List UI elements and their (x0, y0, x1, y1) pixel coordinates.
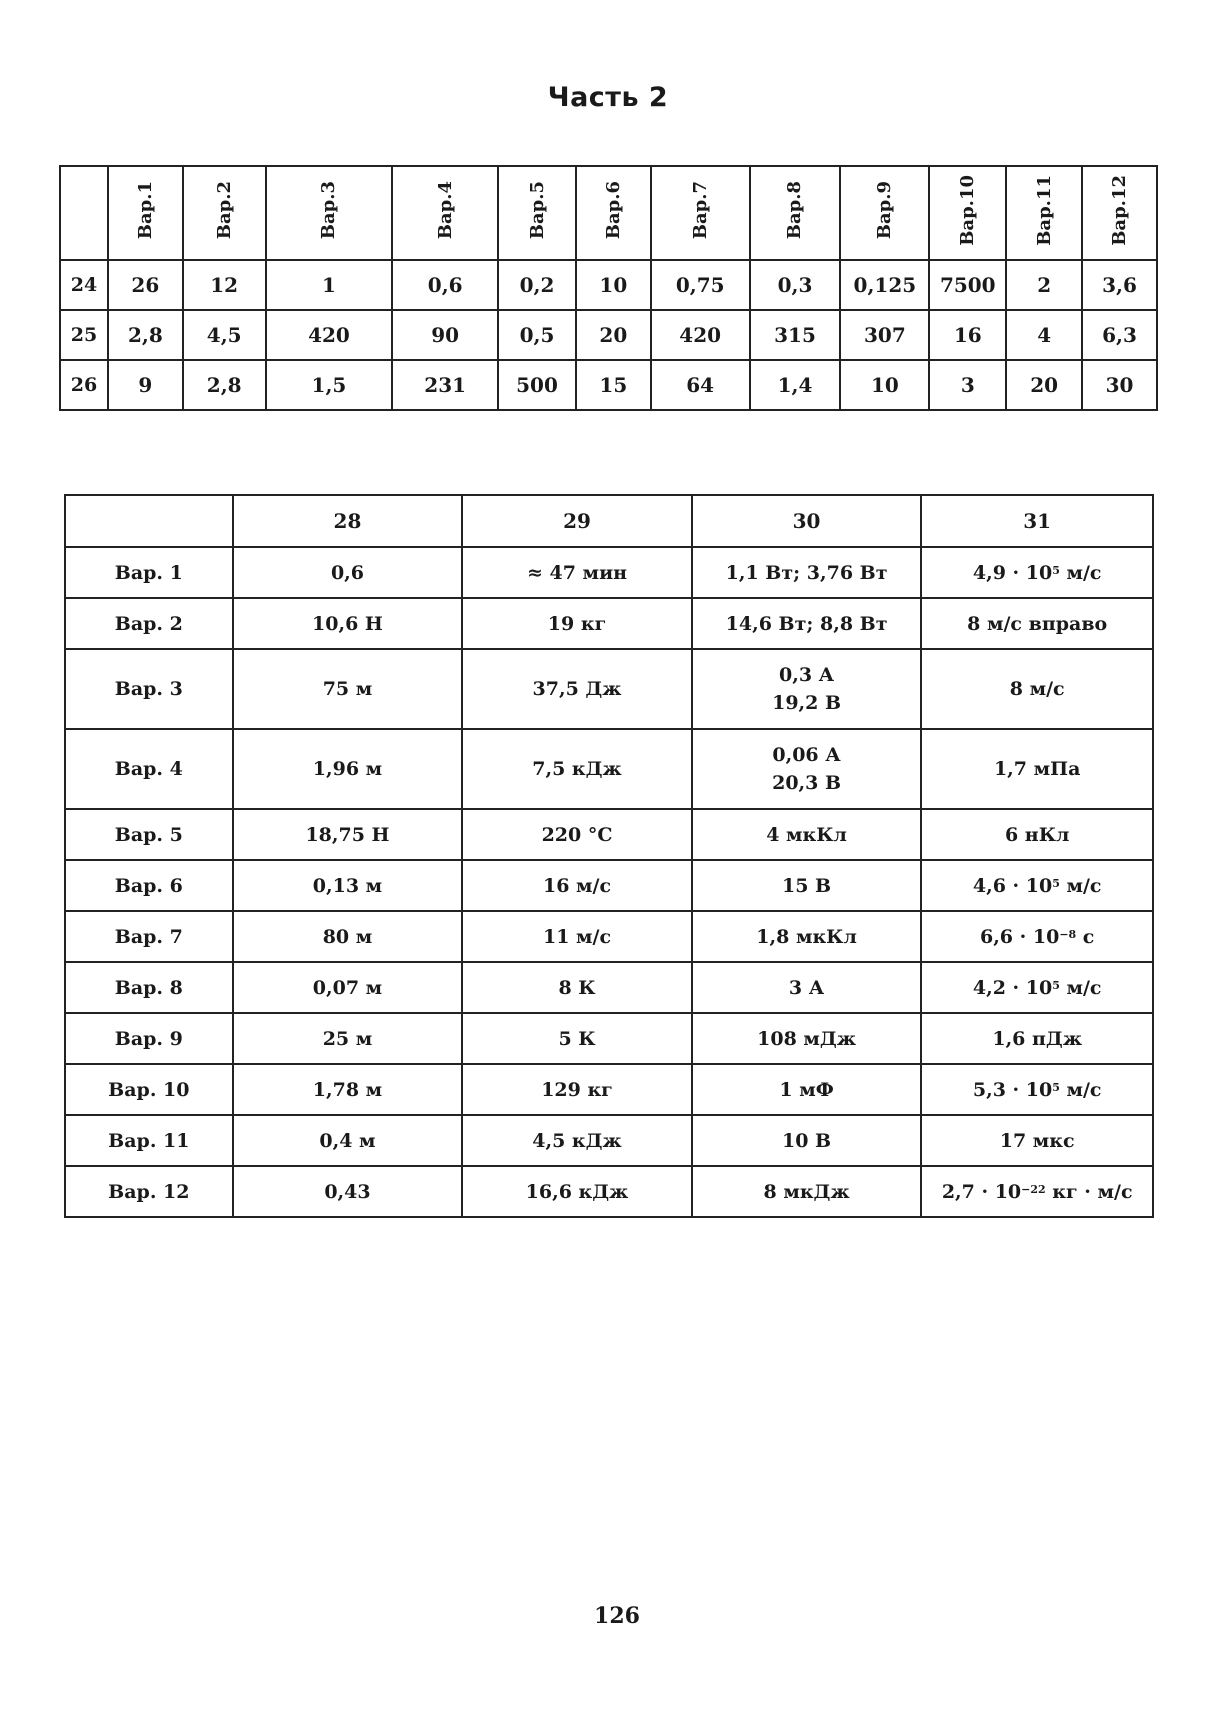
variant-label: Вар. 2 (65, 598, 233, 649)
answer-31-base: 1,7 мПа (993, 758, 1081, 780)
column-header-label: Вар.11 (1033, 175, 1055, 246)
answer-28: 10,6 Н (233, 598, 463, 649)
column-header-var-11 (1006, 166, 1082, 260)
answer-30-line-1: 0,06 А (772, 744, 841, 766)
table-row (65, 1064, 1153, 1115)
answer-28: 80 м (233, 911, 463, 962)
answer-31 (921, 729, 1153, 809)
variant-label: Вар. 9 (65, 1013, 233, 1064)
table-row (65, 547, 1153, 598)
column-header-var-9 (840, 166, 929, 260)
answer-cell: 16 (929, 310, 1006, 360)
table-row (65, 1013, 1153, 1064)
row-number: 25 (60, 310, 108, 360)
variant-label: Вар. 1 (65, 547, 233, 598)
answer-30-line-1: 15 В (782, 874, 832, 897)
column-header-label: Вар.10 (957, 175, 979, 246)
answer-31-base: 4,2 · 10 (972, 976, 1053, 999)
answer-cell: 7500 (929, 260, 1006, 310)
answer-28: 75 м (233, 649, 463, 729)
column-header-label: Вар.3 (318, 181, 340, 240)
answer-cell: 20 (1006, 360, 1082, 410)
column-header-label: Вар.2 (213, 181, 235, 240)
answer-cell: 315 (750, 310, 841, 360)
column-header-28: 28 (233, 495, 463, 547)
answer-cell: 9 (108, 360, 183, 410)
answer-31 (921, 1013, 1153, 1064)
table-row (65, 1166, 1153, 1217)
answer-29: 16 м/с (462, 860, 692, 911)
column-header-31: 31 (921, 495, 1153, 547)
page-title: Часть 2 (547, 82, 669, 113)
answer-30-line-1: 14,6 Вт; 8,8 Вт (725, 612, 888, 635)
answer-cell: 15 (576, 360, 651, 410)
answer-30 (692, 1064, 922, 1115)
answer-31-unit: кг · м/с (1045, 1180, 1133, 1203)
column-header-30: 30 (692, 495, 922, 547)
answer-30 (692, 1013, 922, 1064)
answers-table-24-26 (59, 165, 1158, 411)
table-header-row (60, 166, 1157, 260)
table-row (65, 911, 1153, 962)
answer-cell: 0,2 (498, 260, 576, 310)
answer-cell: 1,5 (266, 360, 393, 410)
answer-cell: 30 (1082, 360, 1157, 410)
table-row (60, 260, 1157, 310)
answer-30-line-1: 0,3 А (778, 664, 835, 686)
answer-cell: 90 (392, 310, 498, 360)
answer-31 (921, 1064, 1153, 1115)
column-header-label: Вар.7 (689, 181, 711, 240)
table-header-row (65, 495, 1153, 547)
variant-label: Вар. 7 (65, 911, 233, 962)
row-number: 24 (60, 260, 108, 310)
variant-label: Вар. 4 (65, 729, 233, 809)
answer-cell: 3,6 (1082, 260, 1157, 310)
answer-cell: 0,6 (392, 260, 498, 310)
answer-31-base: 8 м/с вправо (967, 612, 1108, 635)
column-header-label: Вар.5 (526, 181, 548, 240)
column-header-var-10 (929, 166, 1006, 260)
answer-31 (921, 962, 1153, 1013)
answer-29: 16,6 кДж (462, 1166, 692, 1217)
table-row (65, 649, 1153, 729)
answer-cell: 0,125 (840, 260, 929, 310)
answer-30 (692, 911, 922, 962)
answer-31-unit: м/с (1059, 874, 1102, 897)
answer-28: 0,07 м (233, 962, 463, 1013)
answer-28: 0,6 (233, 547, 463, 598)
answer-30 (692, 1166, 922, 1217)
answer-cell: 64 (651, 360, 750, 410)
answer-30-line-1: 8 мкДж (763, 1180, 850, 1203)
answer-31-base: 6,6 · 10 (979, 925, 1060, 948)
answer-31-unit: м/с (1059, 1078, 1102, 1101)
answer-31-base: 6 нКл (1004, 823, 1070, 846)
answer-28: 18,75 Н (233, 809, 463, 860)
answer-cell: 307 (840, 310, 929, 360)
answer-30-line-1: 1,1 Вт; 3,76 Вт (725, 561, 888, 584)
answer-30-line-1: 10 В (782, 1129, 832, 1152)
answer-31-unit: м/с (1059, 976, 1102, 999)
variant-label: Вар. 3 (65, 649, 233, 729)
variant-label: Вар. 5 (65, 809, 233, 860)
column-header-var-4 (392, 166, 498, 260)
answer-28: 0,13 м (233, 860, 463, 911)
answer-30-line-1: 108 мДж (757, 1027, 856, 1050)
answer-cell: 20 (576, 310, 651, 360)
answer-31-exponent: −8 (1059, 927, 1077, 941)
answer-29: 5 К (462, 1013, 692, 1064)
table-row (60, 310, 1157, 360)
answer-cell: 1 (266, 260, 393, 310)
column-header-var-6 (576, 166, 651, 260)
answer-cell: 0,75 (651, 260, 750, 310)
answer-31-base: 17 мкс (999, 1129, 1075, 1152)
answer-31 (921, 547, 1153, 598)
answer-29: 37,5 Дж (462, 649, 692, 729)
answer-cell: 3 (929, 360, 1006, 410)
column-header-var-2 (183, 166, 266, 260)
answer-31-exponent: −22 (1021, 1182, 1046, 1196)
answer-cell: 4 (1006, 310, 1082, 360)
answer-29: 129 кг (462, 1064, 692, 1115)
answer-cell: 0,5 (498, 310, 576, 360)
answer-29: 4,5 кДж (462, 1115, 692, 1166)
column-header-var-1 (108, 166, 183, 260)
answer-30 (692, 649, 922, 729)
column-header-var-12 (1082, 166, 1157, 260)
table-row (65, 962, 1153, 1013)
answer-29: 19 кг (462, 598, 692, 649)
table-row (65, 809, 1153, 860)
answer-28: 1,96 м (233, 729, 463, 809)
answer-31 (921, 911, 1153, 962)
variant-label: Вар. 12 (65, 1166, 233, 1217)
answer-31-exponent: 5 (1052, 563, 1060, 577)
answer-30 (692, 729, 922, 809)
answer-31 (921, 598, 1153, 649)
answer-31-unit: м/с (1059, 561, 1102, 584)
answer-cell: 2,8 (108, 310, 183, 360)
variant-label: Вар. 10 (65, 1064, 233, 1115)
table-row (65, 1115, 1153, 1166)
answer-29: ≈ 47 мин (462, 547, 692, 598)
column-header-label: Вар.4 (434, 181, 456, 240)
column-header-29: 29 (462, 495, 692, 547)
answer-31-unit: с (1076, 925, 1095, 948)
answer-31-base: 8 м/с (1009, 678, 1065, 700)
answer-30 (692, 1115, 922, 1166)
answer-cell: 0,3 (750, 260, 841, 310)
answer-29: 220 °С (462, 809, 692, 860)
answer-28: 1,78 м (233, 1064, 463, 1115)
answer-cell: 10 (840, 360, 929, 410)
answer-30-line-1: 4 мкКл (766, 823, 847, 846)
answer-31-exponent: 5 (1052, 1080, 1060, 1094)
answers-table-28-31 (64, 494, 1154, 1218)
answer-cell: 2,8 (183, 360, 266, 410)
answer-30-line-1: 1 мФ (779, 1078, 834, 1101)
answer-31 (921, 1166, 1153, 1217)
column-header-label: Вар.6 (602, 181, 624, 240)
corner-cell (65, 495, 233, 547)
answer-cell: 10 (576, 260, 651, 310)
answer-30 (692, 860, 922, 911)
variant-label: Вар. 11 (65, 1115, 233, 1166)
answer-31-base: 4,9 · 10 (972, 561, 1053, 584)
answer-31 (921, 649, 1153, 729)
column-header-var-7 (651, 166, 750, 260)
answer-30 (692, 809, 922, 860)
column-header-var-3 (266, 166, 393, 260)
answer-31-exponent: 5 (1052, 876, 1060, 890)
answer-cell: 26 (108, 260, 183, 310)
answer-31-base: 2,7 · 10 (941, 1180, 1022, 1203)
answer-28: 0,43 (233, 1166, 463, 1217)
answer-cell: 420 (651, 310, 750, 360)
answer-cell: 231 (392, 360, 498, 410)
column-header-label: Вар.9 (874, 181, 896, 240)
table-row (65, 860, 1153, 911)
answer-cell: 420 (266, 310, 393, 360)
answer-cell: 4,5 (183, 310, 266, 360)
column-header-label: Вар.12 (1109, 175, 1131, 246)
table-row (60, 360, 1157, 410)
answer-31 (921, 860, 1153, 911)
answer-28: 0,4 м (233, 1115, 463, 1166)
answer-29: 8 К (462, 962, 692, 1013)
column-header-var-5 (498, 166, 576, 260)
answer-30-line-1: 3 А (788, 976, 825, 999)
answer-30 (692, 598, 922, 649)
variant-label: Вар. 8 (65, 962, 233, 1013)
answer-31-base: 5,3 · 10 (972, 1078, 1053, 1101)
answer-cell: 6,3 (1082, 310, 1157, 360)
answer-31-base: 1,6 пДж (992, 1027, 1082, 1050)
answer-cell: 2 (1006, 260, 1082, 310)
row-number: 26 (60, 360, 108, 410)
answer-31 (921, 1115, 1153, 1166)
answer-31-exponent: 5 (1052, 978, 1060, 992)
column-header-label: Вар.1 (134, 181, 156, 240)
page-number: 126 (594, 1603, 640, 1629)
answer-cell: 12 (183, 260, 266, 310)
answer-cell: 500 (498, 360, 576, 410)
answer-30-line-2: 19,2 В (772, 692, 842, 714)
answer-30 (692, 962, 922, 1013)
column-header-var-8 (750, 166, 841, 260)
variant-label: Вар. 6 (65, 860, 233, 911)
column-header-label: Вар.8 (784, 181, 806, 240)
corner-cell (60, 166, 108, 260)
answer-31-base: 4,6 · 10 (972, 874, 1053, 897)
answer-30-line-1: 1,8 мкКл (756, 925, 857, 948)
answer-30 (692, 547, 922, 598)
answer-30-line-2: 20,3 В (772, 772, 842, 794)
table-row (65, 598, 1153, 649)
answer-29: 11 м/с (462, 911, 692, 962)
answer-29: 7,5 кДж (462, 729, 692, 809)
answer-cell: 1,4 (750, 360, 841, 410)
answer-31 (921, 809, 1153, 860)
table-row (65, 729, 1153, 809)
answer-28: 25 м (233, 1013, 463, 1064)
